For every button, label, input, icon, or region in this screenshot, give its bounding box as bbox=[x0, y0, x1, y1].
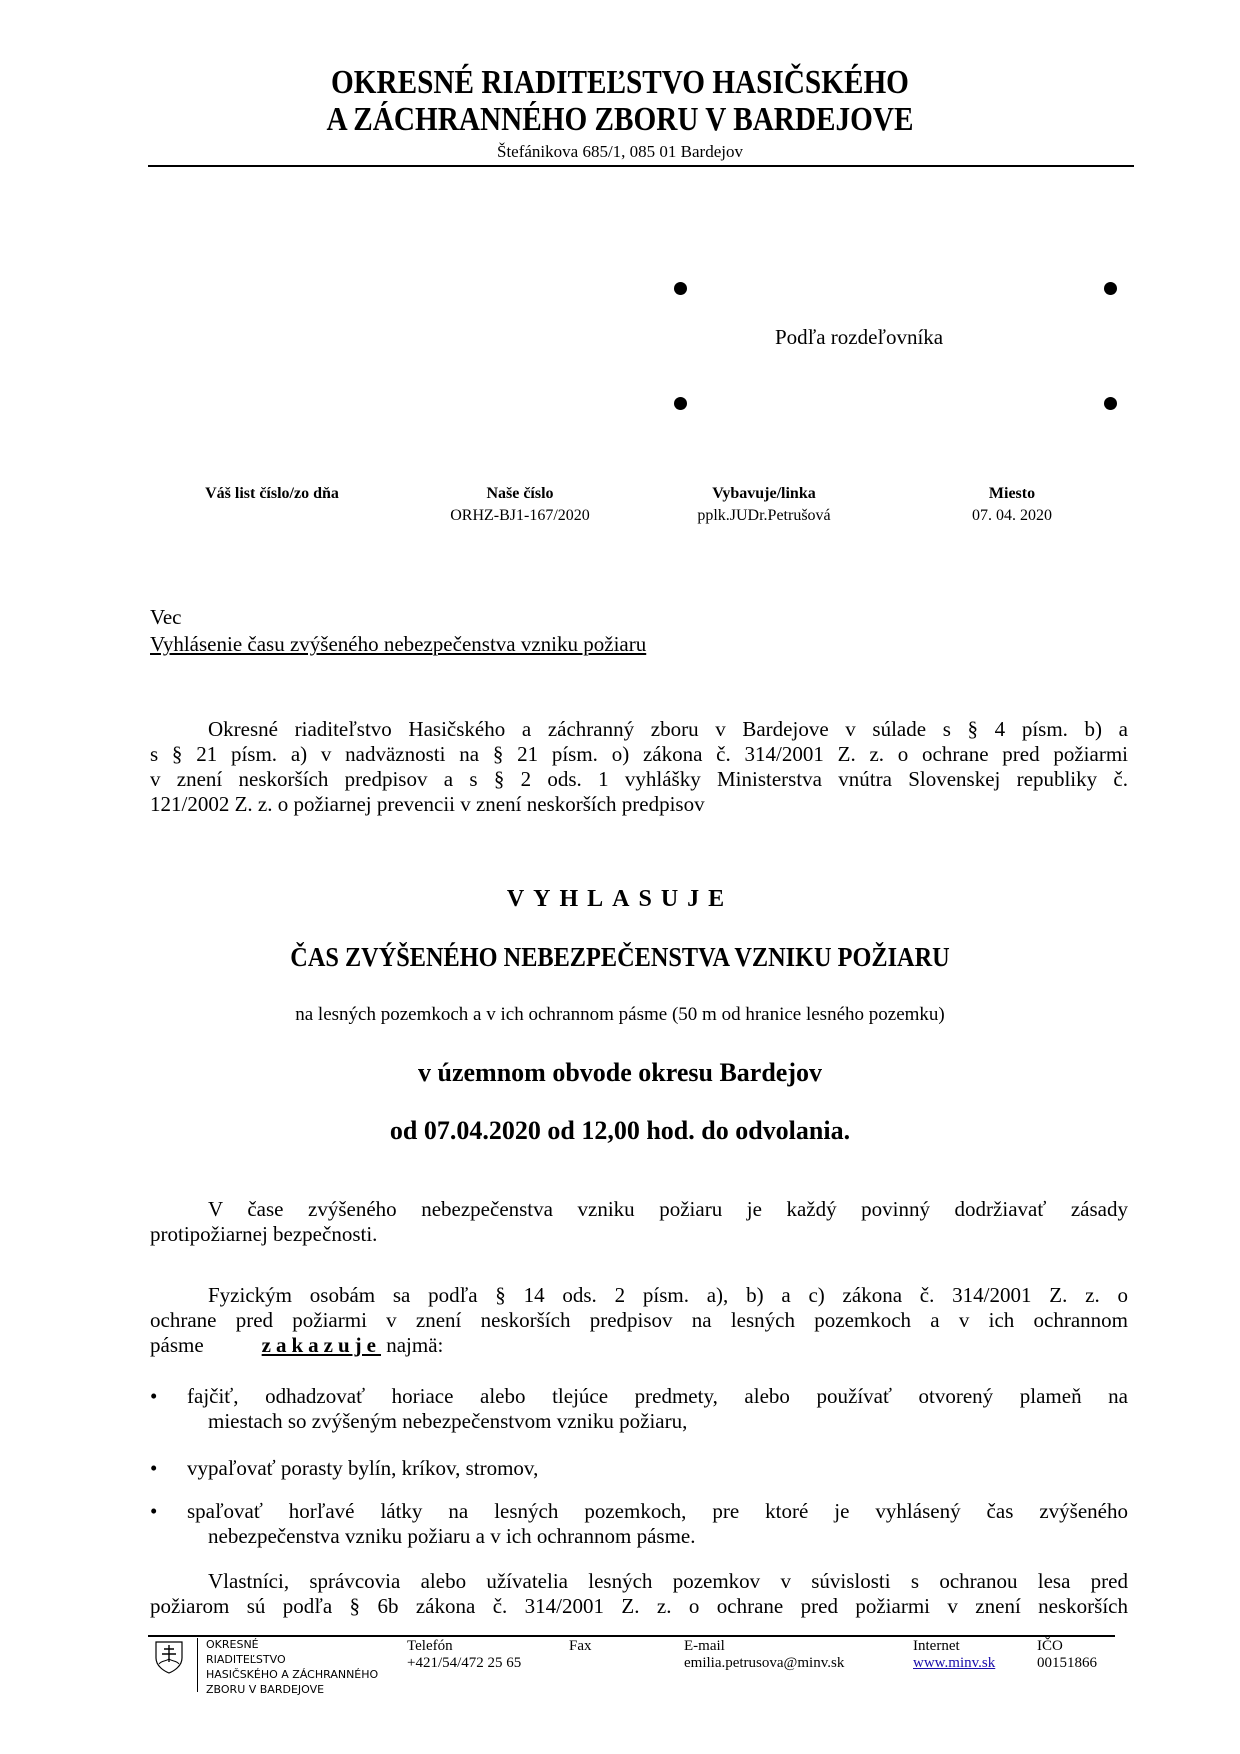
footer-label: E-mail bbox=[684, 1638, 725, 1654]
reference-label: Miesto bbox=[988, 485, 1036, 502]
letterhead-title-line1: OKRESNÉ RIADITEĽSTVO HASIČSKÉHO bbox=[331, 64, 909, 101]
declaration-period: od 07.04.2020 od 12,00 hod. do odvolania. bbox=[389, 1116, 851, 1145]
footer-value: 00151866 bbox=[1037, 1655, 1097, 1671]
footer-org-name bbox=[206, 1637, 378, 1697]
list-item-text bbox=[187, 1384, 1128, 1434]
footer-label: IČO bbox=[1037, 1638, 1063, 1654]
paragraph-line: s § 21 písm. a) v nadväznosti na § 21 písm. o) zákona č. 314/2001 Z. z. o ochrane pred požiarmi bbox=[150, 742, 1128, 766]
reference-your-letter bbox=[152, 483, 392, 505]
prohibition-item-2 bbox=[150, 1456, 1128, 1481]
declaration-heading: ČAS ZVÝŠENÉHO NEBEZPEČENSTVA VZNIKU POŽIARU bbox=[290, 942, 950, 972]
footer-email bbox=[684, 1638, 844, 1672]
declaration-scope: na lesných pozemkoch a v ich ochrannom pásme (50 m od hranice lesného pozemku) bbox=[295, 1004, 945, 1025]
paragraph-line: Vlastníci, správcovia alebo užívatelia lesných pozemkov v súvislosti s ochranou lesa pred bbox=[208, 1569, 1128, 1593]
paragraph-line: v znení neskorších predpisov a s § 2 ods. 1 vyhlášky Ministerstva vnútra Slovenskej republiky č. bbox=[150, 767, 1128, 791]
bullet-icon: • bbox=[150, 1456, 158, 1480]
footer-divider bbox=[197, 1638, 198, 1692]
list-item-line: fajčiť, odhadzovať horiace alebo tlejúce predmety, alebo používať otvorený plameň na bbox=[187, 1384, 1128, 1408]
list-item-line: miestach so zvýšeným nebezpečenstvom vzniku požiaru, bbox=[208, 1409, 688, 1433]
footer-email-value[interactable]: emilia.petrusova@minv.sk bbox=[684, 1655, 845, 1671]
declaration-area: v územnom obvode okresu Bardejov bbox=[418, 1058, 822, 1087]
paragraph-line-last bbox=[150, 1333, 1128, 1358]
prohibition-item-1 bbox=[150, 1384, 1128, 1434]
bullet-icon: • bbox=[150, 1499, 158, 1523]
reference-our-number bbox=[400, 483, 640, 527]
corner-mark-bottom-right bbox=[1104, 397, 1117, 410]
intro-paragraph bbox=[150, 717, 1128, 817]
footer-internet bbox=[913, 1638, 995, 1672]
footer-phone bbox=[407, 1638, 521, 1672]
prohibition-paragraph bbox=[150, 1283, 1128, 1358]
reference-value: ORHZ-BJ1-167/2020 bbox=[450, 507, 590, 524]
bullet-icon: • bbox=[150, 1384, 158, 1408]
declaration-verb: VYHLASUJE bbox=[506, 886, 734, 912]
footer-value: +421/54/472 25 65 bbox=[407, 1655, 522, 1671]
prohibition-item-3 bbox=[150, 1499, 1128, 1549]
subject-label: Vec bbox=[150, 605, 182, 629]
paragraph-line: Fyzickým osobám sa podľa § 14 ods. 2 písm. a), b) a c) zákona č. 314/2001 Z. z. o bbox=[208, 1283, 1128, 1307]
paragraph-line: Okresné riaditeľstvo Hasičského a záchranný zboru v Bardejove v súlade s § 4 písm. b) a bbox=[208, 717, 1128, 741]
paragraph-line: 121/2002 Z. z. o požiarnej prevencii v znení neskorších predpisov bbox=[150, 792, 705, 816]
list-item-text bbox=[187, 1499, 1128, 1549]
list-item-line: spaľovať horľavé látky na lesných pozemkoch, pre ktoré je vyhlásený čas zvýšeného bbox=[187, 1499, 1128, 1523]
list-item-line: nebezpečenstva vzniku požiaru a v ich ochrannom pásme. bbox=[208, 1524, 696, 1548]
footer-label: Internet bbox=[913, 1638, 960, 1654]
reference-value: 07. 04. 2020 bbox=[972, 507, 1052, 524]
paragraph-line: požiarom sú podľa § 6b zákona č. 314/2001 Z. z. o ochrane pred požiarmi v znení neskorších bbox=[150, 1594, 1128, 1618]
reference-place-date bbox=[892, 483, 1132, 527]
reference-value: pplk.JUDr.Petrušová bbox=[697, 507, 831, 524]
slovak-coat-of-arms-icon bbox=[154, 1640, 184, 1674]
subject-text: Vyhlásenie času zvýšeného nebezpečenstva vzniku požiaru bbox=[150, 632, 647, 656]
list-item-text bbox=[187, 1456, 1128, 1481]
prohibition-prefix: pásme bbox=[150, 1333, 204, 1357]
footer-org-line: RIADITEĽSTVO bbox=[206, 1653, 286, 1666]
duty-paragraph bbox=[150, 1197, 1128, 1247]
corner-mark-bottom-left bbox=[674, 397, 687, 410]
list-item-line: vypaľovať porasty bylín, kríkov, stromov, bbox=[187, 1456, 539, 1480]
corner-mark-top-left bbox=[674, 282, 687, 295]
footer-ico bbox=[1037, 1638, 1097, 1672]
recipient-text: Podľa rozdeľovníka bbox=[775, 325, 944, 349]
paragraph-line: protipožiarnej bezpečnosti. bbox=[150, 1222, 378, 1246]
letterhead-title-line2: A ZÁCHRANNÉHO ZBORU V BARDEJOVE bbox=[326, 101, 914, 138]
paragraph-line: ochrane pred požiarmi v znení neskorších predpisov na lesných pozemkoch a v ich ochrannom bbox=[150, 1308, 1128, 1332]
footer-org-line: HASIČSKÉHO A ZÁCHRANNÉHO bbox=[206, 1668, 379, 1681]
reference-handled-by bbox=[644, 483, 884, 527]
footer-org-line: OKRESNÉ bbox=[206, 1638, 259, 1651]
reference-label: Váš list číslo/zo dňa bbox=[205, 485, 339, 502]
reference-label: Naše číslo bbox=[486, 485, 554, 502]
footer-org-line: ZBORU V BARDEJOVE bbox=[206, 1683, 325, 1696]
letterhead-rule bbox=[148, 165, 1134, 167]
letterhead-address: Štefánikova 685/1, 085 01 Bardejov bbox=[497, 142, 743, 161]
footer-label: Fax bbox=[569, 1638, 592, 1654]
footer-fax bbox=[569, 1638, 592, 1655]
footer-label: Telefón bbox=[407, 1638, 453, 1654]
prohibition-emphasis: zakazuje bbox=[261, 1333, 381, 1357]
owners-paragraph bbox=[150, 1569, 1128, 1619]
paragraph-line: V čase zvýšeného nebezpečenstva vzniku požiaru je každý povinný dodržiavať zásady bbox=[208, 1197, 1128, 1221]
reference-label: Vybavuje/linka bbox=[712, 485, 816, 502]
prohibition-suffix: najmä: bbox=[386, 1333, 444, 1357]
corner-mark-top-right bbox=[1104, 282, 1117, 295]
footer-website-link[interactable]: www.minv.sk bbox=[913, 1655, 996, 1671]
